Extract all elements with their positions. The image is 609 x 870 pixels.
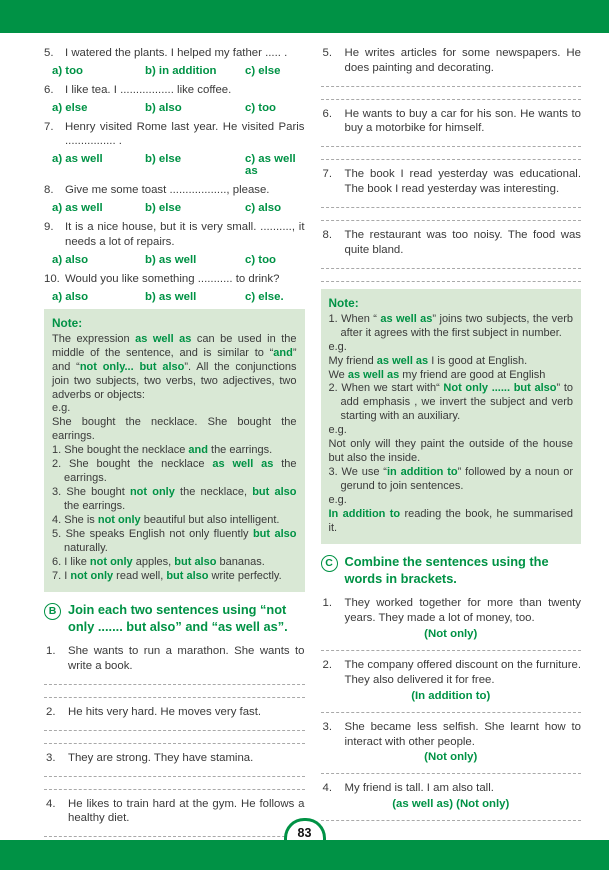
question-line: [44, 183, 305, 198]
section-c-letter-badge: C: [321, 555, 338, 572]
options-row: [44, 254, 305, 266]
exercise-text: They worked together for more than twenty years. They made a lot of money, too.: [344, 597, 581, 625]
page-number: 83: [297, 826, 312, 840]
highlighted-phrase: not only... but also: [79, 360, 185, 373]
dotted-answer-line: [321, 86, 582, 87]
exercise-item: [44, 797, 305, 840]
dotted-answer-line: [321, 281, 582, 282]
text-segment: e.g.: [328, 424, 347, 437]
highlighted-phrase: and: [273, 346, 293, 359]
bracket-hint: (Not only): [424, 628, 478, 641]
note-line: [329, 494, 574, 508]
highlighted-phrase: as well as: [135, 332, 192, 345]
dotted-answer-line: [321, 207, 582, 208]
exercise-sentence: [321, 781, 582, 796]
exercise-item: [44, 751, 305, 790]
highlighted-phrase: In addition to: [328, 508, 401, 521]
dotted-answer-line: [321, 820, 582, 821]
note-title: Note:: [328, 295, 359, 310]
highlighted-phrase: Not only ...... but also: [443, 382, 557, 395]
exercise-item: [44, 644, 305, 698]
text-segment: read well,: [113, 570, 167, 583]
text-segment: the necklace,: [174, 486, 253, 499]
text-segment: ” followed by a noun or gerund to join sentences.: [340, 466, 574, 493]
exercise-number: 2.: [322, 659, 332, 672]
note-line: [329, 438, 574, 466]
note-line: [52, 444, 297, 458]
text-segment: the earrings.: [207, 444, 273, 457]
exercise-number: 3.: [322, 720, 332, 733]
answer-lines: [321, 146, 582, 160]
exercise-item: [321, 46, 582, 100]
mcq-question: [44, 120, 305, 178]
exercise-sentence: [321, 167, 582, 197]
dotted-answer-line: [321, 159, 582, 160]
note-line: [329, 424, 574, 438]
text-segment: 2. She bought the necklace: [52, 458, 213, 471]
text-segment: reading the book, he summarised it.: [328, 508, 573, 535]
note-line: [329, 341, 574, 355]
question-text: I like tea. I ................. like coffee.: [65, 83, 232, 96]
dotted-answer-line: [44, 743, 305, 744]
answer-lines: [44, 776, 305, 790]
section-c-header: [321, 554, 582, 587]
option-b: b) as well: [145, 290, 197, 303]
text-segment: naturally.: [64, 542, 108, 555]
answer-lines: [321, 86, 582, 100]
answer-lines: [321, 712, 582, 713]
exercise-sentence: [44, 751, 305, 766]
highlighted-phrase: and: [188, 444, 208, 457]
option-c: c) too: [245, 101, 277, 114]
text-segment: 1. When “: [328, 312, 381, 325]
exercise-text: They are strong. They have stamina.: [68, 751, 254, 764]
note-line: [52, 458, 297, 486]
text-segment: I is good at English.: [428, 354, 528, 367]
answer-lines: [321, 207, 582, 221]
answer-lines: [321, 820, 582, 821]
exercise-item: [321, 107, 582, 161]
highlighted-phrase: as well as: [347, 368, 400, 381]
note-line: [329, 382, 574, 424]
question-number: 9.: [44, 221, 54, 234]
section-c-title: Combine the sentences using the words in brackets.: [344, 554, 549, 586]
dotted-answer-line: [44, 776, 305, 777]
text-segment: 6. I like: [52, 556, 90, 569]
dotted-answer-line: [44, 789, 305, 790]
question-number: 10.: [44, 272, 60, 285]
options-row: [44, 202, 305, 214]
exercise-text: He writes articles for some newspapers. He does painting and decorating.: [344, 47, 581, 74]
option-a: a) too: [52, 64, 84, 77]
note-box-right: [321, 289, 582, 545]
option-c: c) else.: [245, 290, 284, 303]
exercise-sentence: [321, 658, 582, 688]
text-segment: bananas.: [216, 556, 265, 569]
note-body: [329, 313, 574, 537]
highlighted-phrase: not only: [97, 514, 141, 527]
dotted-answer-line: [44, 684, 305, 685]
note-line: [329, 466, 574, 494]
option-b: b) else: [145, 202, 182, 215]
note-line: [329, 355, 574, 369]
text-segment: can be used in the middle of the sentence, and is similar to “: [52, 332, 297, 359]
exercise-number: 5.: [322, 47, 332, 59]
question-text: Henry visited Rome last year. He visited Paris ................ .: [65, 120, 305, 148]
exercise-sentence: [44, 705, 305, 720]
highlighted-phrase: as well as: [380, 312, 433, 325]
mcq-list: [44, 46, 305, 303]
question-text: I watered the plants. I helped my father ..... .: [65, 47, 288, 59]
option-a: a) as well: [52, 153, 103, 166]
question-number: 5.: [44, 47, 54, 59]
text-segment: 1. She bought the necklace: [52, 444, 189, 457]
note-line: [52, 556, 297, 570]
left-column: [44, 46, 305, 840]
answer-lines: [321, 773, 582, 774]
text-segment: 5. She speaks English not only fluently: [52, 528, 253, 541]
section-b-header: [44, 602, 305, 635]
text-segment: My friend: [328, 354, 377, 367]
exercise-number: 1.: [46, 645, 56, 658]
option-a: a) also: [52, 290, 89, 303]
exercise-text: He hits very hard. He moves very fast.: [68, 705, 262, 718]
mcq-question: [44, 183, 305, 214]
text-segment: my friend are good at English: [399, 368, 546, 381]
note-line: [329, 508, 574, 536]
mcq-question: [44, 46, 305, 77]
section-c-items: [321, 596, 582, 821]
options-row: [44, 102, 305, 114]
exercise-sentence: [321, 596, 582, 626]
exercise-text: He wants to buy a car for his son. He wants to buy a motorbike for himself.: [344, 107, 581, 135]
exercise-number: 3.: [46, 751, 56, 764]
question-line: [44, 83, 305, 98]
question-line: [44, 272, 305, 287]
section-b-items-continued: [321, 46, 582, 282]
option-c: c) also: [245, 202, 282, 215]
answer-lines: [321, 650, 582, 651]
text-segment: write perfectly.: [208, 570, 282, 583]
question-number: 7.: [44, 120, 54, 133]
answer-lines: [321, 268, 582, 282]
text-segment: beautiful but also intelligent.: [140, 514, 280, 527]
highlighted-phrase: as well as: [212, 458, 274, 471]
exercise-text: My friend is tall. I am also tall.: [344, 782, 494, 795]
options-row: [44, 291, 305, 303]
note-line: [329, 369, 574, 383]
note-line: [329, 313, 574, 341]
option-c: c) too: [245, 253, 277, 266]
exercise-number: 4.: [322, 782, 332, 795]
note-line: [52, 570, 297, 584]
text-segment: e.g.: [328, 494, 347, 507]
exercise-item: [321, 720, 582, 775]
dotted-answer-line: [321, 99, 582, 100]
bracket-hint: (as well as) (Not only): [392, 798, 510, 811]
option-c: c) else: [245, 64, 281, 77]
page-content: [0, 33, 609, 840]
note-body: [52, 333, 297, 584]
answer-lines: [44, 730, 305, 744]
top-border-bar: [0, 0, 609, 33]
text-segment: ” joins two subjects, the verb after it agrees with the first subject in number.: [340, 312, 573, 339]
option-a: a) as well: [52, 202, 103, 215]
text-segment: ”. All the conjunctions join two subjects, two verbs, two adjectives, two adverbs or objects:: [52, 360, 297, 401]
dotted-answer-line: [44, 697, 305, 698]
text-segment: We: [328, 368, 348, 381]
note-line: [52, 486, 297, 514]
exercise-text: The restaurant was too noisy. The food was quite bland.: [344, 228, 581, 256]
exercise-item: [321, 596, 582, 651]
exercise-number: 1.: [322, 597, 332, 610]
question-text: Give me some toast .................., please.: [65, 184, 270, 197]
text-segment: 3. We use “: [328, 466, 387, 479]
highlighted-phrase: but also: [252, 486, 297, 499]
highlighted-phrase: but also: [166, 570, 209, 583]
dotted-answer-line: [44, 836, 305, 837]
options-row: [44, 65, 305, 77]
exercise-text: He likes to train hard at the gym. He follows a healthy diet.: [68, 797, 305, 825]
note-line: [52, 514, 297, 528]
highlighted-phrase: but also: [174, 556, 217, 569]
exercise-number: 2.: [46, 705, 56, 718]
text-segment: 2. When we start with“: [328, 382, 444, 395]
text-segment: the earrings.: [64, 458, 297, 485]
highlighted-phrase: as well as: [376, 354, 429, 367]
mcq-question: [44, 83, 305, 114]
exercise-text: The book I read yesterday was educational. The book I read yesterday was interesting.: [344, 168, 581, 196]
question-number: 6.: [44, 83, 54, 96]
exercise-sentence: [321, 46, 582, 76]
dotted-answer-line: [321, 773, 582, 774]
option-b: b) also: [145, 101, 182, 114]
question-number: 8.: [44, 184, 54, 197]
exercise-number: 4.: [46, 797, 56, 810]
text-segment: ” to add emphasis , we invert the subject and verb starting with an auxiliary.: [340, 382, 573, 423]
option-a: a) else: [52, 101, 88, 114]
option-a: a) also: [52, 253, 89, 266]
text-segment: Not only will they paint the outside of the house but also the inside.: [328, 438, 573, 465]
text-segment: the earrings.: [64, 500, 126, 513]
mcq-question: [44, 272, 305, 303]
options-row: [44, 153, 305, 177]
dotted-answer-line: [44, 730, 305, 731]
exercise-text: The company offered discount on the furniture. They also delivered it for free.: [344, 659, 581, 686]
text-segment: 3. She bought: [52, 486, 130, 499]
exercise-sentence: [321, 228, 582, 258]
exercise-number: 7.: [322, 168, 332, 181]
exercise-sentence: [44, 644, 305, 674]
note-title: Note:: [52, 315, 83, 330]
highlighted-phrase: not only: [89, 556, 133, 569]
text-segment: 7. I: [52, 570, 71, 583]
highlighted-phrase: not only: [129, 486, 175, 499]
exercise-sentence: [44, 797, 305, 827]
text-segment: apples,: [132, 556, 175, 569]
highlighted-phrase: not only: [70, 570, 114, 583]
exercise-item: [321, 167, 582, 221]
option-b: b) else: [145, 153, 182, 166]
dotted-answer-line: [321, 650, 582, 651]
note-line: [52, 528, 297, 556]
option-b: b) as well: [145, 253, 197, 266]
note-box-left: [44, 309, 305, 592]
question-text: It is a nice house, but it is very small. .........., it needs a lot of repairs.: [65, 221, 305, 248]
question-line: [44, 120, 305, 150]
bracket-hint: (Not only): [424, 751, 478, 764]
text-segment: The expression: [52, 332, 136, 345]
exercise-text: She became less selfish. She learnt how to interact with other people.: [344, 720, 581, 748]
exercise-item: [321, 781, 582, 821]
bracket-hint: (In addition to): [411, 689, 491, 702]
text-segment: 4. She is: [52, 514, 98, 527]
exercise-item: [321, 228, 582, 282]
exercise-sentence: [321, 107, 582, 137]
text-segment: ” and “: [52, 346, 297, 373]
highlighted-phrase: in addition to: [386, 466, 458, 479]
option-c: c) as well as: [245, 153, 296, 178]
option-b: b) in addition: [145, 64, 217, 77]
text-segment: She bought the necklace. She bought the earrings.: [52, 416, 297, 443]
mcq-question: [44, 220, 305, 266]
exercise-number: 8.: [322, 228, 332, 241]
section-b-letter-badge: B: [44, 603, 61, 620]
note-line: [52, 333, 297, 403]
highlighted-phrase: but also: [252, 528, 297, 541]
note-line: [52, 416, 297, 444]
right-column: [321, 46, 582, 840]
exercise-text: She wants to run a marathon. She wants to write a book.: [68, 645, 305, 673]
exercise-item: [44, 705, 305, 744]
question-line: [44, 220, 305, 250]
exercise-sentence: [321, 720, 582, 750]
dotted-answer-line: [321, 268, 582, 269]
text-segment: e.g.: [328, 340, 347, 353]
dotted-answer-line: [321, 712, 582, 713]
dotted-answer-line: [321, 146, 582, 147]
exercise-number: 6.: [322, 107, 332, 120]
answer-lines: [44, 684, 305, 698]
note-line: [52, 402, 297, 416]
text-segment: e.g.: [52, 402, 71, 415]
dotted-answer-line: [321, 220, 582, 221]
section-b-title: Join each two sentences using “not only ....... but also” and “as well as”.: [68, 602, 288, 634]
section-b-items: [44, 644, 305, 840]
bottom-border-bar: [0, 840, 609, 870]
exercise-item: [321, 658, 582, 713]
question-text: Would you like something ........... to drink?: [65, 272, 280, 285]
question-line: [44, 46, 305, 61]
